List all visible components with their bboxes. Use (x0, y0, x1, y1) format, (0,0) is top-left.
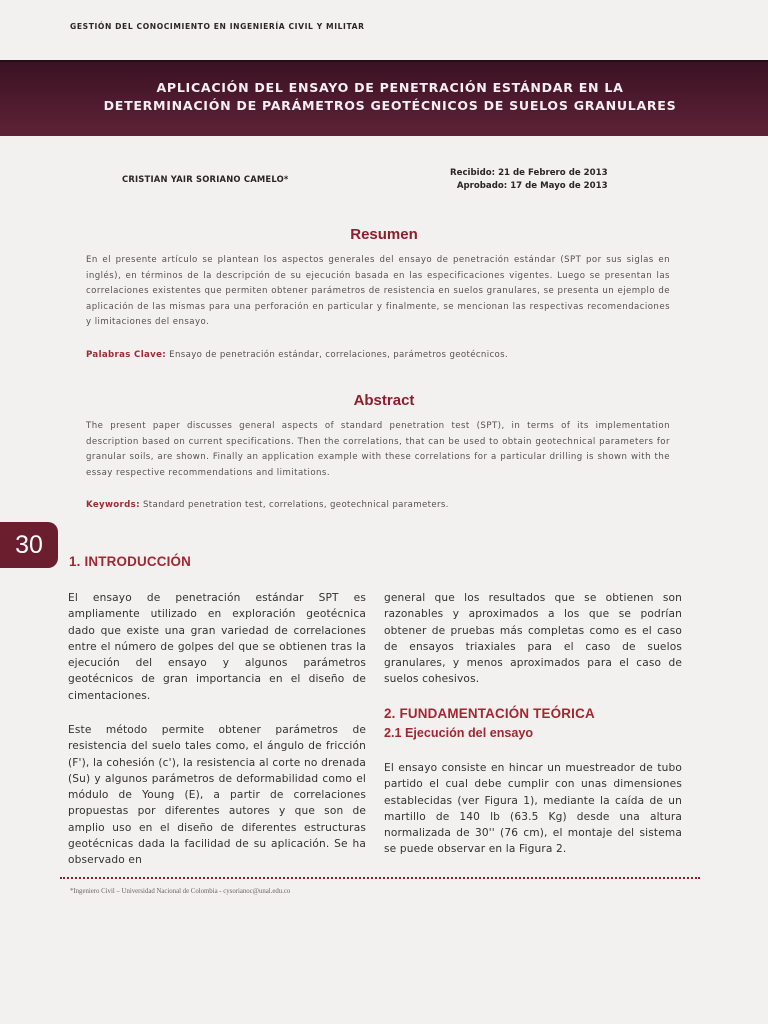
title-line-2: DETERMINACIÓN DE PARÁMETROS GEOTÉCNICOS DE SUELOS GRANULARES (103, 98, 677, 113)
author-name: CRISTIAN YAIR SORIANO CAMELO* (122, 174, 289, 184)
title-line-1: APLICACIÓN DEL ENSAYO DE PENETRACIÓN ESTÁNDAR EN LA (156, 80, 624, 95)
ejecucion-subheading: 2.1 Ejecución del ensayo (384, 726, 534, 740)
received-date: Recibido: 21 de Febrero de 2013 (450, 168, 608, 178)
journal-header: GESTIÓN DEL CONOCIMIENTO EN INGENIERÍA CIVIL Y MILITAR (70, 22, 365, 31)
palabras-clave-label: Palabras Clave: (86, 350, 167, 360)
page-number: 30 (0, 522, 58, 568)
intro-paragraph-1: El ensayo de penetración estándar SPT es ampliamente utilizado en exploración geotécnica dado que existe una gran variedad de correlaciones entre el número de golpes del que se obtienen tras la ejecución del ensayo y algunos parámetros geotécnicos de gran importancia en el diseño de cimentaciones. (68, 592, 366, 702)
abstract-body: The present paper discusses general aspects of standard penetration test (SPT), in terms of its implementation description based on current specifications. Then the correlations, that can be used to obtain geotechnical parameters for granular soils, are shown. Finally an application example with these correlations for a particular drilling is shown with the essay respective recommendations and limitations. (86, 421, 670, 478)
author-footnote: *Ingeniero Civil – Universidad Nacional de Colombia - cysorianoc@unal.edu.co (70, 888, 291, 895)
intro-paragraph-3: general que los resultados que se obtienen son razonables y aproximados a los que se podrían obtener de pruebas más completas como es el caso de ensayos triaxiales para el caso de suelos granulares, y menos aproximados para el caso de suelos cohesivos. (384, 592, 682, 686)
keywords-label: Keywords: (86, 500, 140, 510)
introduccion-heading: 1. INTRODUCCIÓN (69, 554, 192, 569)
fundamentacion-heading: 2. FUNDAMENTACIÓN TEÓRICA (384, 706, 595, 721)
theory-paragraph-1: El ensayo consiste en hincar un muestreador de tubo partido el cual debe cumplir con unas dimensiones establecidas (ver Figura 1), mediante la caída de un martillo de 140 lb (63.5 Kg) desde una altura normalizada de 30'' (76 cm), el montaje del sistema se puede observar en la Figura 2. (384, 762, 682, 856)
resumen-body: En el presente artículo se plantean los aspectos generales del ensayo de penetración estándar (SPT por sus siglas en inglés), en términos de la descripción de su ejecución basada en las especificaciones vigentes. Luego se presentan las correlaciones existentes que permiten obtener parámetros de resistencia en suelos granulares, se presenta un ejemplo de aplicación de las mismas para una perforación en particular y finalmente, se mencionan las respectivas recomendaciones y limitaciones del ensayo. (86, 255, 670, 328)
footnote-divider (60, 877, 700, 879)
keywords-text: Standard penetration test, correlations, geotechnical parameters. (142, 500, 449, 510)
article-dates (450, 167, 608, 193)
abstract-heading: Abstract (353, 392, 415, 409)
article-title (60, 79, 720, 115)
palabras-clave (86, 350, 686, 360)
keywords (86, 500, 686, 510)
approved-date: Aprobado: 17 de Mayo de 2013 (456, 181, 608, 191)
resumen-heading: Resumen (350, 226, 418, 243)
palabras-clave-text: Ensayo de penetración estándar, correlaciones, parámetros geotécnicos. (169, 350, 509, 360)
intro-paragraph-2: Este método permite obtener parámetros de resistencia del suelo tales como, el ángulo de fricción (F'), la cohesión (c'), la resistencia al corte no drenada (Su) y algunos parámetros de deformabilidad como el módulo de Young (E), a partir de correlaciones propuestas por diferentes autores y que son de amplio uso en el diseño de diferentes estructuras geotécnicas dada la facilidad de su aplicación. Se ha observado en (68, 724, 366, 867)
